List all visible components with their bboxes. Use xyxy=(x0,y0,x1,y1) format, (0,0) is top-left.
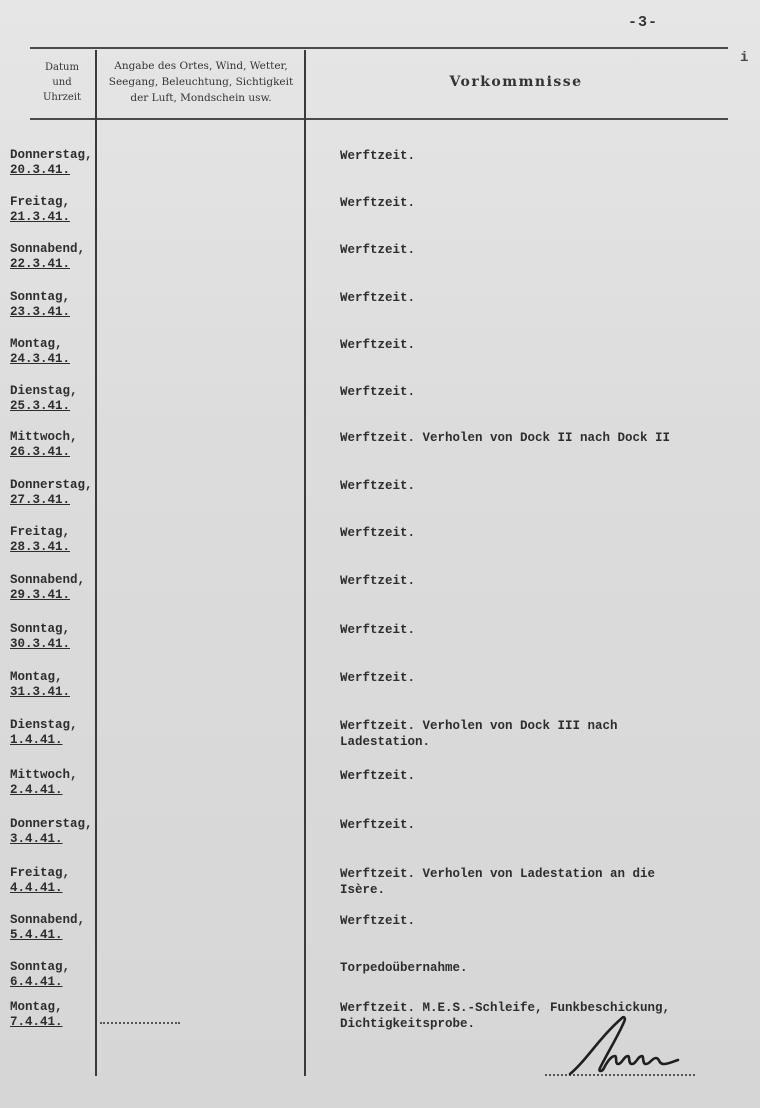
corner-mark: i xyxy=(740,50,749,66)
header-date-column xyxy=(32,60,92,105)
entry-day: Sonntag, xyxy=(10,622,71,636)
entry-day: Donnerstag, xyxy=(10,478,93,492)
entry-date: 1.4.41. xyxy=(10,733,63,747)
entry-date-cell xyxy=(10,573,120,603)
entry-date: 22.3.41. xyxy=(10,257,71,271)
entry-day: Montag, xyxy=(10,670,63,684)
entry-day: Dienstag, xyxy=(10,718,78,732)
entry-date: 28.3.41. xyxy=(10,540,71,554)
entry-event: Werftzeit. xyxy=(340,623,416,637)
header-date-line-3: Uhrzeit xyxy=(42,92,82,103)
entry-day: Montag, xyxy=(10,337,63,351)
entry-date: 31.3.41. xyxy=(10,685,71,699)
entry-date: 25.3.41. xyxy=(10,399,71,413)
entry-date-cell xyxy=(10,1000,120,1030)
entry-date: 5.4.41. xyxy=(10,928,63,942)
header-place-line-2: Seegang, Beleuchtung, Sichtigkeit xyxy=(108,76,294,88)
header-date-line-1: Datum xyxy=(45,62,79,73)
header-date-line-2: und xyxy=(52,77,72,88)
header-place-column xyxy=(100,58,302,106)
entry-date-cell xyxy=(10,384,120,414)
entry-day: Dienstag, xyxy=(10,384,78,398)
entry-day: Montag, xyxy=(10,1000,63,1014)
entry-day: Freitag, xyxy=(10,866,71,880)
entry-event: Werftzeit. xyxy=(340,914,416,928)
entry-day: Sonnabend, xyxy=(10,913,86,927)
entry-date: 2.4.41. xyxy=(10,783,63,797)
entry-event: Werftzeit. Verholen von Dock II nach Dock II xyxy=(340,431,671,445)
entry-event: Werftzeit. Verholen von Ladestation an die Isère. xyxy=(340,867,656,897)
entry-date: 21.3.41. xyxy=(10,210,71,224)
entry-event: Torpedoübernahme. xyxy=(340,961,468,975)
entry-event: Werftzeit. Verholen von Dock III nach Ladestation. xyxy=(340,719,618,749)
entry-date-cell xyxy=(10,242,120,272)
entry-date: 23.3.41. xyxy=(10,305,71,319)
entry-day: Sonnabend, xyxy=(10,242,86,256)
entry-event: Werftzeit. xyxy=(340,243,416,257)
header-bottom-rule xyxy=(30,118,728,120)
entry-date: 30.3.41. xyxy=(10,637,71,651)
dotted-line-left xyxy=(100,1022,180,1024)
entry-date-cell xyxy=(10,525,120,555)
header-place-line-3: der Luft, Mondschein usw. xyxy=(130,92,272,104)
entry-date: 4.4.41. xyxy=(10,881,63,895)
entry-event: Werftzeit. xyxy=(340,769,416,783)
header-place-line-1: Angabe des Ortes, Wind, Wetter, xyxy=(114,60,288,72)
entry-date-cell xyxy=(10,866,120,896)
entry-event: Werftzeit. xyxy=(340,291,416,305)
entry-date-cell xyxy=(10,290,120,320)
entry-date: 20.3.41. xyxy=(10,163,71,177)
entry-date: 6.4.41. xyxy=(10,975,63,989)
entry-date: 27.3.41. xyxy=(10,493,71,507)
entry-event: Werftzeit. xyxy=(340,671,416,685)
entry-day: Sonntag, xyxy=(10,290,71,304)
entry-event: Werftzeit. xyxy=(340,526,416,540)
entry-date-cell xyxy=(10,148,120,178)
entry-event: Werftzeit. xyxy=(340,338,416,352)
entry-date-cell xyxy=(10,622,120,652)
entry-date-cell xyxy=(10,960,120,990)
entry-day: Donnerstag, xyxy=(10,817,93,831)
entry-day: Freitag, xyxy=(10,525,71,539)
entry-day: Sonntag, xyxy=(10,960,71,974)
page-number: -3- xyxy=(628,14,659,31)
entry-day: Sonnabend, xyxy=(10,573,86,587)
entry-date-cell xyxy=(10,430,120,460)
signature-icon xyxy=(560,1012,690,1087)
entry-day: Mittwoch, xyxy=(10,430,78,444)
entry-date-cell xyxy=(10,337,120,367)
entry-event: Werftzeit. xyxy=(340,385,416,399)
entry-day: Mittwoch, xyxy=(10,768,78,782)
entry-date: 24.3.41. xyxy=(10,352,71,366)
entry-date: 29.3.41. xyxy=(10,588,71,602)
entry-date-cell xyxy=(10,718,120,748)
entry-day: Freitag, xyxy=(10,195,71,209)
entry-event: Werftzeit. M.E.S.-Schleife, Funkbeschickung, Dichtigkeitsprobe. xyxy=(340,1001,671,1031)
entry-date: 7.4.41. xyxy=(10,1015,63,1029)
entry-event: Werftzeit. xyxy=(340,574,416,588)
entry-date-cell xyxy=(10,768,120,798)
column-divider-place xyxy=(304,50,306,1076)
header-events-column: Vorkommnisse xyxy=(449,74,583,90)
entry-date-cell xyxy=(10,478,120,508)
entry-date-cell xyxy=(10,195,120,225)
entry-date: 26.3.41. xyxy=(10,445,71,459)
header-top-rule xyxy=(30,47,728,49)
entry-event: Werftzeit. xyxy=(340,818,416,832)
entry-event: Werftzeit. xyxy=(340,149,416,163)
entry-day: Donnerstag, xyxy=(10,148,93,162)
entry-event: Werftzeit. xyxy=(340,479,416,493)
entry-date-cell xyxy=(10,817,120,847)
entry-date: 3.4.41. xyxy=(10,832,63,846)
entry-date-cell xyxy=(10,670,120,700)
entry-date-cell xyxy=(10,913,120,943)
entry-event: Werftzeit. xyxy=(340,196,416,210)
